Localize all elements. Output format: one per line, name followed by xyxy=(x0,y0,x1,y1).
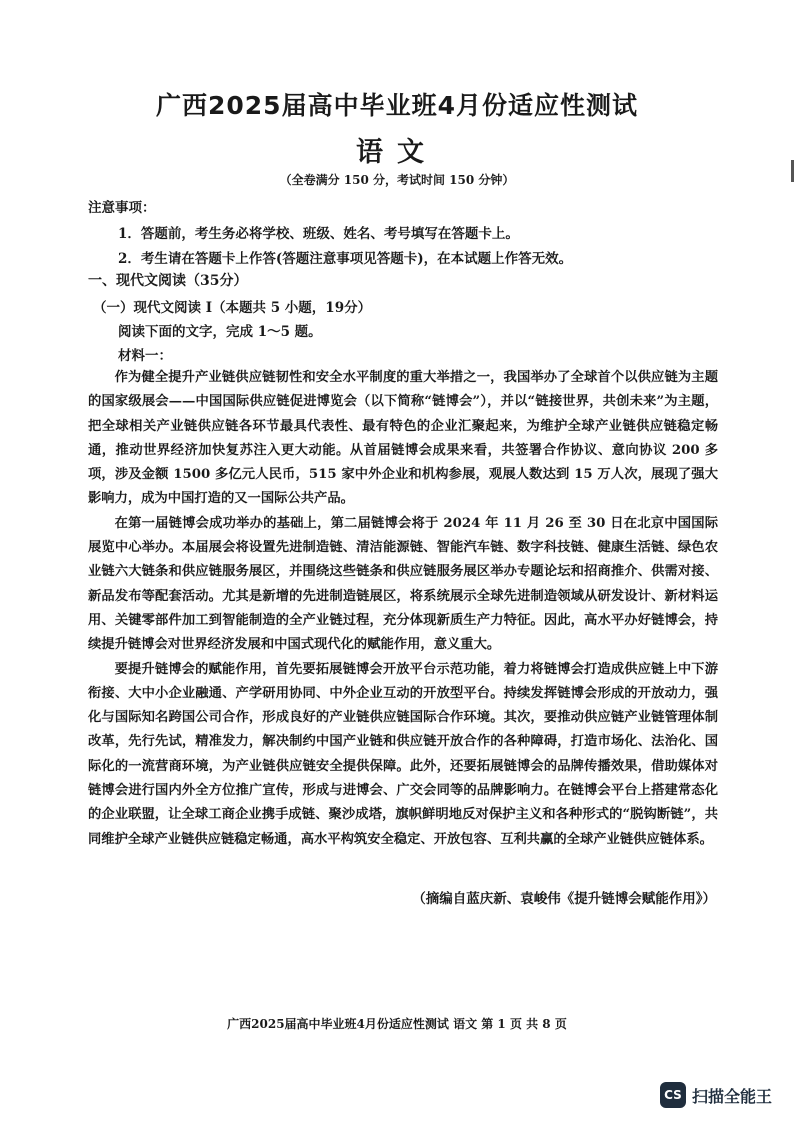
paragraph: 在第一届链博会成功举办的基础上，第二届链博会将于 2024 年 11 月 26 至 30 日在北京中国国际展览中心举办。本届展会将设置先进制造链、清洁能源链、智能汽车链、数字科技链、健康生活链、绿色农业链六大链条和供应链服务展区，并围绕这些链条和供应链服务展区举办专题论坛和招商推介、供需对接、新品发布等配套活动。尤其是新增的先进制造链展区，将系统展示全球先进制造领域从研发设计、新材料运用、关键零部件加工到智能制造的全产业链过程，充分体现新质生产力特征。因此，高水平办好链博会，持续提升链博会对世界经济发展和中国式现代化的赋能作用，意义重大。 xyxy=(88,515,718,653)
notes-heading: 注意事项： xyxy=(88,200,156,216)
note-item: 2．考生请在答题卡上作答(答题注意事项见答题卡)，在本试题上作答无效。 xyxy=(118,251,573,267)
subject-title: 语文 xyxy=(356,137,438,168)
paragraph: 作为健全提升产业链供应链韧性和安全水平制度的重大举措之一，我国举办了全球首个以供应链为主题的国家级展会——中国国际供应链促进博览会（以下简称“链博会”），并以“链接世界，共创未来”为主题，把全球相关产业链供应链各环节最具代表性、最有特色的企业汇聚起来，为维护全球产业链供应链稳定畅通，推动世界经济加快复苏注入更大动能。从首届链博会成果来看，共签署合作协议、意向协议 200 多项，涉及金额 1500 多亿元人民币，515 家中外企业和机构参展，观展人数达到 15 万人次，展现了强大影响力，成为中国打造的又一国际公共产品。 xyxy=(88,370,718,507)
section-title: 一、现代文阅读（35分） xyxy=(88,273,248,289)
material-body xyxy=(88,366,718,852)
paragraph: 要提升链博会的赋能作用，首先要拓展链博会开放平台示范功能，着力将链博会打造成供应链上中下游衔接、大中小企业融通、产学研用协同、中外企业互动的开放型平台。持续发挥链博会形成的开放动力，强化与国际知名跨国公司合作，形成良好的产业链供应链国际合作环境。其次，要推动供应链产业链管理体制改革，先行先试，精准发力，解决制约中国产业链和供应链开放合作的各种障碍，打造市场化、法治化、国际化的一流营商环境，为产业链供应链安全提供保障。此外，还要拓展链博会的品牌传播效果，借助媒体对链博会进行国内外全方位推广宣传，形成与进博会、广交会同等的品牌影响力。在链博会平台上搭建常态化的企业联盟，让全球工商企业携手成链、聚沙成塔，旗帜鲜明地反对保护主义和各种形式的“脱钩断链”，共同维护全球产业链供应链稳定畅通，高水平构筑安全稳定、开放包容、互利共赢的全球产业链供应链体系。 xyxy=(88,661,718,847)
source-citation: （摘编自蓝庆新、袁峻伟《提升链博会赋能作用》） xyxy=(412,891,716,907)
material-label: 材料一： xyxy=(118,348,172,364)
note-item: 1．答题前，考生务必将学校、班级、姓名、考号填写在答题卡上。 xyxy=(118,226,519,242)
exam-title: 广西2025届高中毕业班4月份适应性测试 xyxy=(156,91,638,120)
reading-instruction: 阅读下面的文字，完成 1～5 题。 xyxy=(118,324,322,340)
scanner-watermark xyxy=(660,1082,772,1108)
exam-meta: （全卷满分 150 分，考试时间 150 分钟） xyxy=(279,173,515,187)
page-footer: 广西2025届高中毕业班4月份适应性测试 语文 第 1 页 共 8 页 xyxy=(227,1017,567,1031)
subsection-title: （一）现代文阅读 I（本题共 5 小题，19分） xyxy=(93,300,372,316)
camscanner-logo-icon: CS xyxy=(660,1082,686,1108)
watermark-text: 扫描全能王 xyxy=(691,1086,772,1106)
